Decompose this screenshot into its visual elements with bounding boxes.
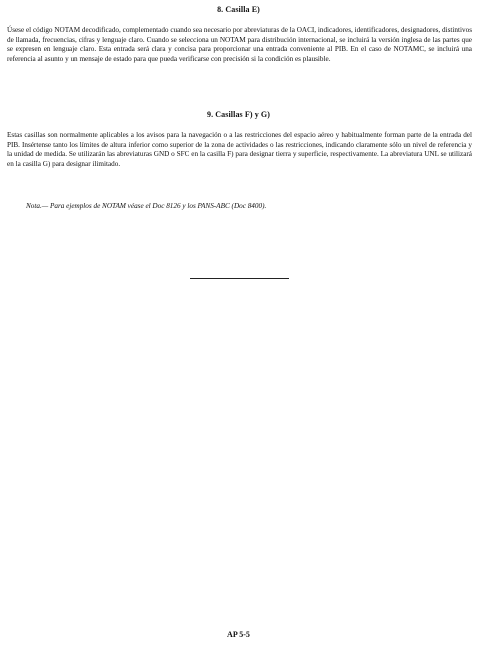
page-number: AP 5-5 — [227, 630, 250, 639]
section-9-body: Estas casillas son normalmente aplicables a los avisos para la navegación o a las restricciones del espacio aéreo y habitualmente forman parte de la entrada del PIB. Insértense tanto los límites de altura inferior como superior de la zona de actividades o las restricciones, indicando claramente sólo un nivel de referencia y la unidad de medida. Se utilizarán las abreviaturas GND o SFC en la casilla F) para designar tierra y superficie, respectivamente. La abreviatura UNL se utilizará en la casilla G) para designar ilimitado. — [7, 131, 472, 168]
section-8-body: Úsese el código NOTAM decodificado, complementado cuando sea necesario por abreviaturas de la OACI, indicadores, identificadores, designadores, distintivos de llamada, frecuencias, cifras y lenguaje claro. Cuando se selecciona un NOTAM para distribución internacional, se incluirá la versión inglesa de las partes que se expresen en lenguaje claro. Esta entrada será clara y concisa para proporcionar una entrada conveniente al PIB. En el caso de NOTAMC, se incluirá una referencia al asunto y un mensaje de estado para que pueda verificarse con precisión si la condición es plausible. — [7, 26, 472, 63]
section-divider-rule — [190, 278, 289, 279]
section-9-note: Nota.— Para ejemplos de NOTAM véase el Doc 8126 y los PANS-ABC (Doc 8400). — [26, 202, 267, 210]
section-9-heading: 9. Casillas F) y G) — [206, 110, 270, 119]
section-8-heading: 8. Casilla E) — [217, 5, 260, 14]
